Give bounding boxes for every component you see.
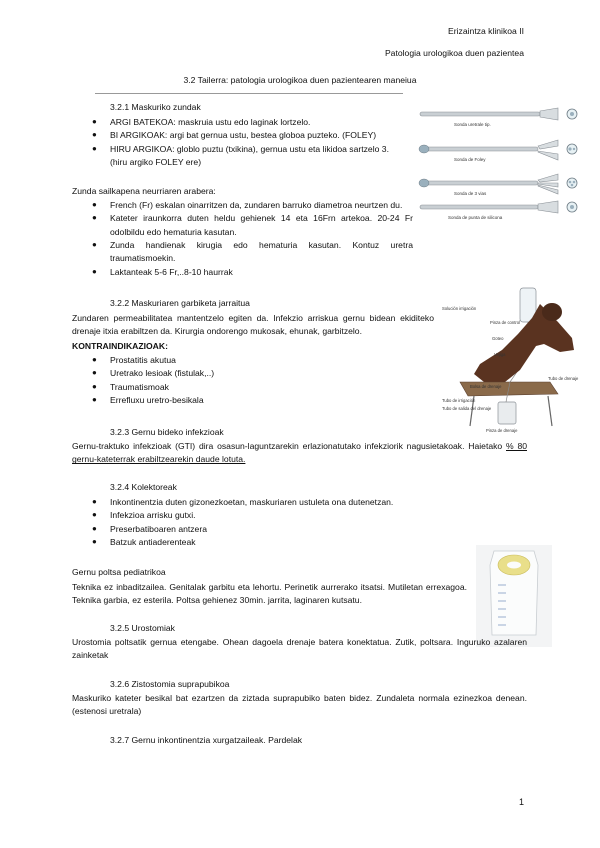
list-item: ● ARGI BATEKOA: maskruia ustu edo laginak lortzelo. <box>92 117 311 127</box>
list-item: ● Zunda handienak kirugia edo hematuria kasutan. Kontuz uretra traumatismoekin. <box>92 239 413 264</box>
catheter-types-figure <box>418 102 590 222</box>
catheter-size-list <box>92 199 413 279</box>
list-item: ● HIRU ARGIKOA: globlo puztu (txikina), gernua ustu eta likidoa sartzelo 3. <box>92 143 389 154</box>
figure-label: Bolsa de drenaje <box>470 384 502 389</box>
section-heading-collectors: 3.2.4 Kolektoreak <box>110 482 177 492</box>
section-heading-incontinence: 3.2.7 Gernu inkontinentzia xurgatzaileak. Pardelak <box>110 735 303 745</box>
page-title: 3.2 Tailerra: patologia urologikoa duen pazientearen maneiua <box>183 75 417 85</box>
title-underline <box>95 93 403 94</box>
figure-label: Pinza de control <box>490 320 521 325</box>
figure-label: Pinza de drenaje <box>486 428 518 433</box>
bladder-irrigation-figure <box>440 286 580 436</box>
uti-text: Gernu-traktuko infekzioak (GTI) dira osasun-laguntzarekin erlazionatutako infekziorik nagusietakoak. Haietako % 80 gernu-kateterrak erabiltzearekin daude lotuta. <box>72 441 527 465</box>
catheter-types-list <box>92 116 410 169</box>
pediatric-urine-bag-image <box>476 545 552 647</box>
figure-label: Tubo de drenaje <box>548 376 579 381</box>
figure-label: Solución irrigación <box>442 306 477 311</box>
figure-caption: Sonda de Foley <box>454 157 486 162</box>
list-item: ● Prostatitis akutua <box>92 355 176 365</box>
list-item: ● Infekzioa arrisku gutxi. <box>92 510 196 521</box>
uti-highlight: % 80 gernu-kateterrak erabiltzearekin daude lotuta. <box>72 441 527 465</box>
figure-label: Tubo de irrigación <box>442 398 476 403</box>
catheter-foley-icon <box>419 140 577 160</box>
list-item: ● BI ARGIKOAK: argi bat gernua ustu, bestea globoa puzteko. (FOLEY) <box>92 130 377 141</box>
catheter-silicone-tip-icon <box>420 201 577 213</box>
list-item: ● Uretrako lesioak (fistulak,..) <box>92 368 215 379</box>
list-item: ● Inkontinentzia duten gizonezkoetan, maskuriaren ustuleta ona dutenetzan. <box>92 497 394 507</box>
header-course: Erizaintza klinikoa II <box>448 26 524 36</box>
list-item: ● Preserbatiboaren antzera <box>92 523 207 534</box>
figure-label: Tubo de salida del drenaje <box>442 406 492 411</box>
figure-caption: Sonda de punta de silicona <box>448 215 503 220</box>
list-item: ● French (Fr) eskalan oinarritzen da, zundaren barruko diametroa neurtzen du. <box>92 200 403 210</box>
section-heading-catheters: 3.2.1 Maskuriko zundak <box>110 102 201 112</box>
list-item: ● Laktanteak 5-6 Fr,..8-10 haurrak <box>92 266 233 277</box>
contraindications-list <box>92 354 360 407</box>
figure-label: Vejiga <box>494 352 506 357</box>
catheter-three-way-icon <box>419 174 577 194</box>
collectors-list <box>92 496 440 549</box>
urostomy-text: Urostomia poltsatik gernua etengabe. Ohean dagoela drenaje batera konektatua. Zutik, poltsara. Inguruko azalaren zainketak <box>72 637 527 661</box>
figure-label: Goteo <box>492 336 504 341</box>
section-heading-urostomy: 3.2.5 Urostomiak <box>110 623 175 633</box>
section-heading-pediatric-bag: Gernu poltsa pediatrikoa <box>72 567 166 577</box>
list-item: ● Batzuk antiaderenteak <box>92 536 196 547</box>
section-heading-uti: 3.2.3 Gernu bideko infekzioak <box>110 427 224 437</box>
drainage-bag-icon <box>498 402 516 424</box>
figure-caption: Sonda uretrale tip. <box>454 122 491 127</box>
header-topic: Patologia urologikoa duen pazientea <box>384 48 524 58</box>
contraindications-label: KONTRAINDIKAZIOAK: <box>72 341 168 351</box>
section-heading-bladder-irrigation: 3.2.2 Maskuriaren garbiketa jarraitua <box>110 298 250 308</box>
list-item: (hiru argiko FOLEY ere) <box>110 156 202 167</box>
list-item: ● Errefluxu uretro-besikala <box>92 394 204 405</box>
figure-caption: Sonda de 3 vias <box>454 191 487 196</box>
catheter-size-intro: Zunda sailkapena neurriaren arabera: <box>72 186 216 196</box>
cystostomy-text: Maskuriko kateter besikal bat ezartzen da ziztada suprapubiko baten bidez. Zundaleta normala ezinezkoa denean. (estenosi uretrala) <box>72 693 527 717</box>
pediatric-bag-text: Teknika ez inbaditzailea. Genitalak garbitu eta lehortu. Perinetik aurrerako itsatsi. Mutiletan errexagoa. Teknika garbia, ez esterila. Poltsa gehienez 30min. jarrita, laginaren kutsatu. <box>72 582 467 606</box>
bladder-irrigation-text: Zundaren permeabilitatea mantentzelo egiten da. Infekzio arriskua gernu bidean ekiditeko drenaje itxia erabiltzen da. Kirurgia ondorengo mukosak, ehunak, garbitzelo. <box>72 313 434 337</box>
page-number: 1 <box>518 797 524 807</box>
list-item: ● Kateter iraunkorra duten heldu gehienek 14 eta 16Frn artekoa. 20-24 Fr odolbildu edo hematuria kasutan. <box>92 213 413 237</box>
section-heading-cystostomy: 3.2.6 Zistostomia suprapubikoa <box>110 679 230 689</box>
list-item: ● Traumatismoak <box>92 381 169 392</box>
catheter-single-lumen-icon <box>420 108 577 120</box>
